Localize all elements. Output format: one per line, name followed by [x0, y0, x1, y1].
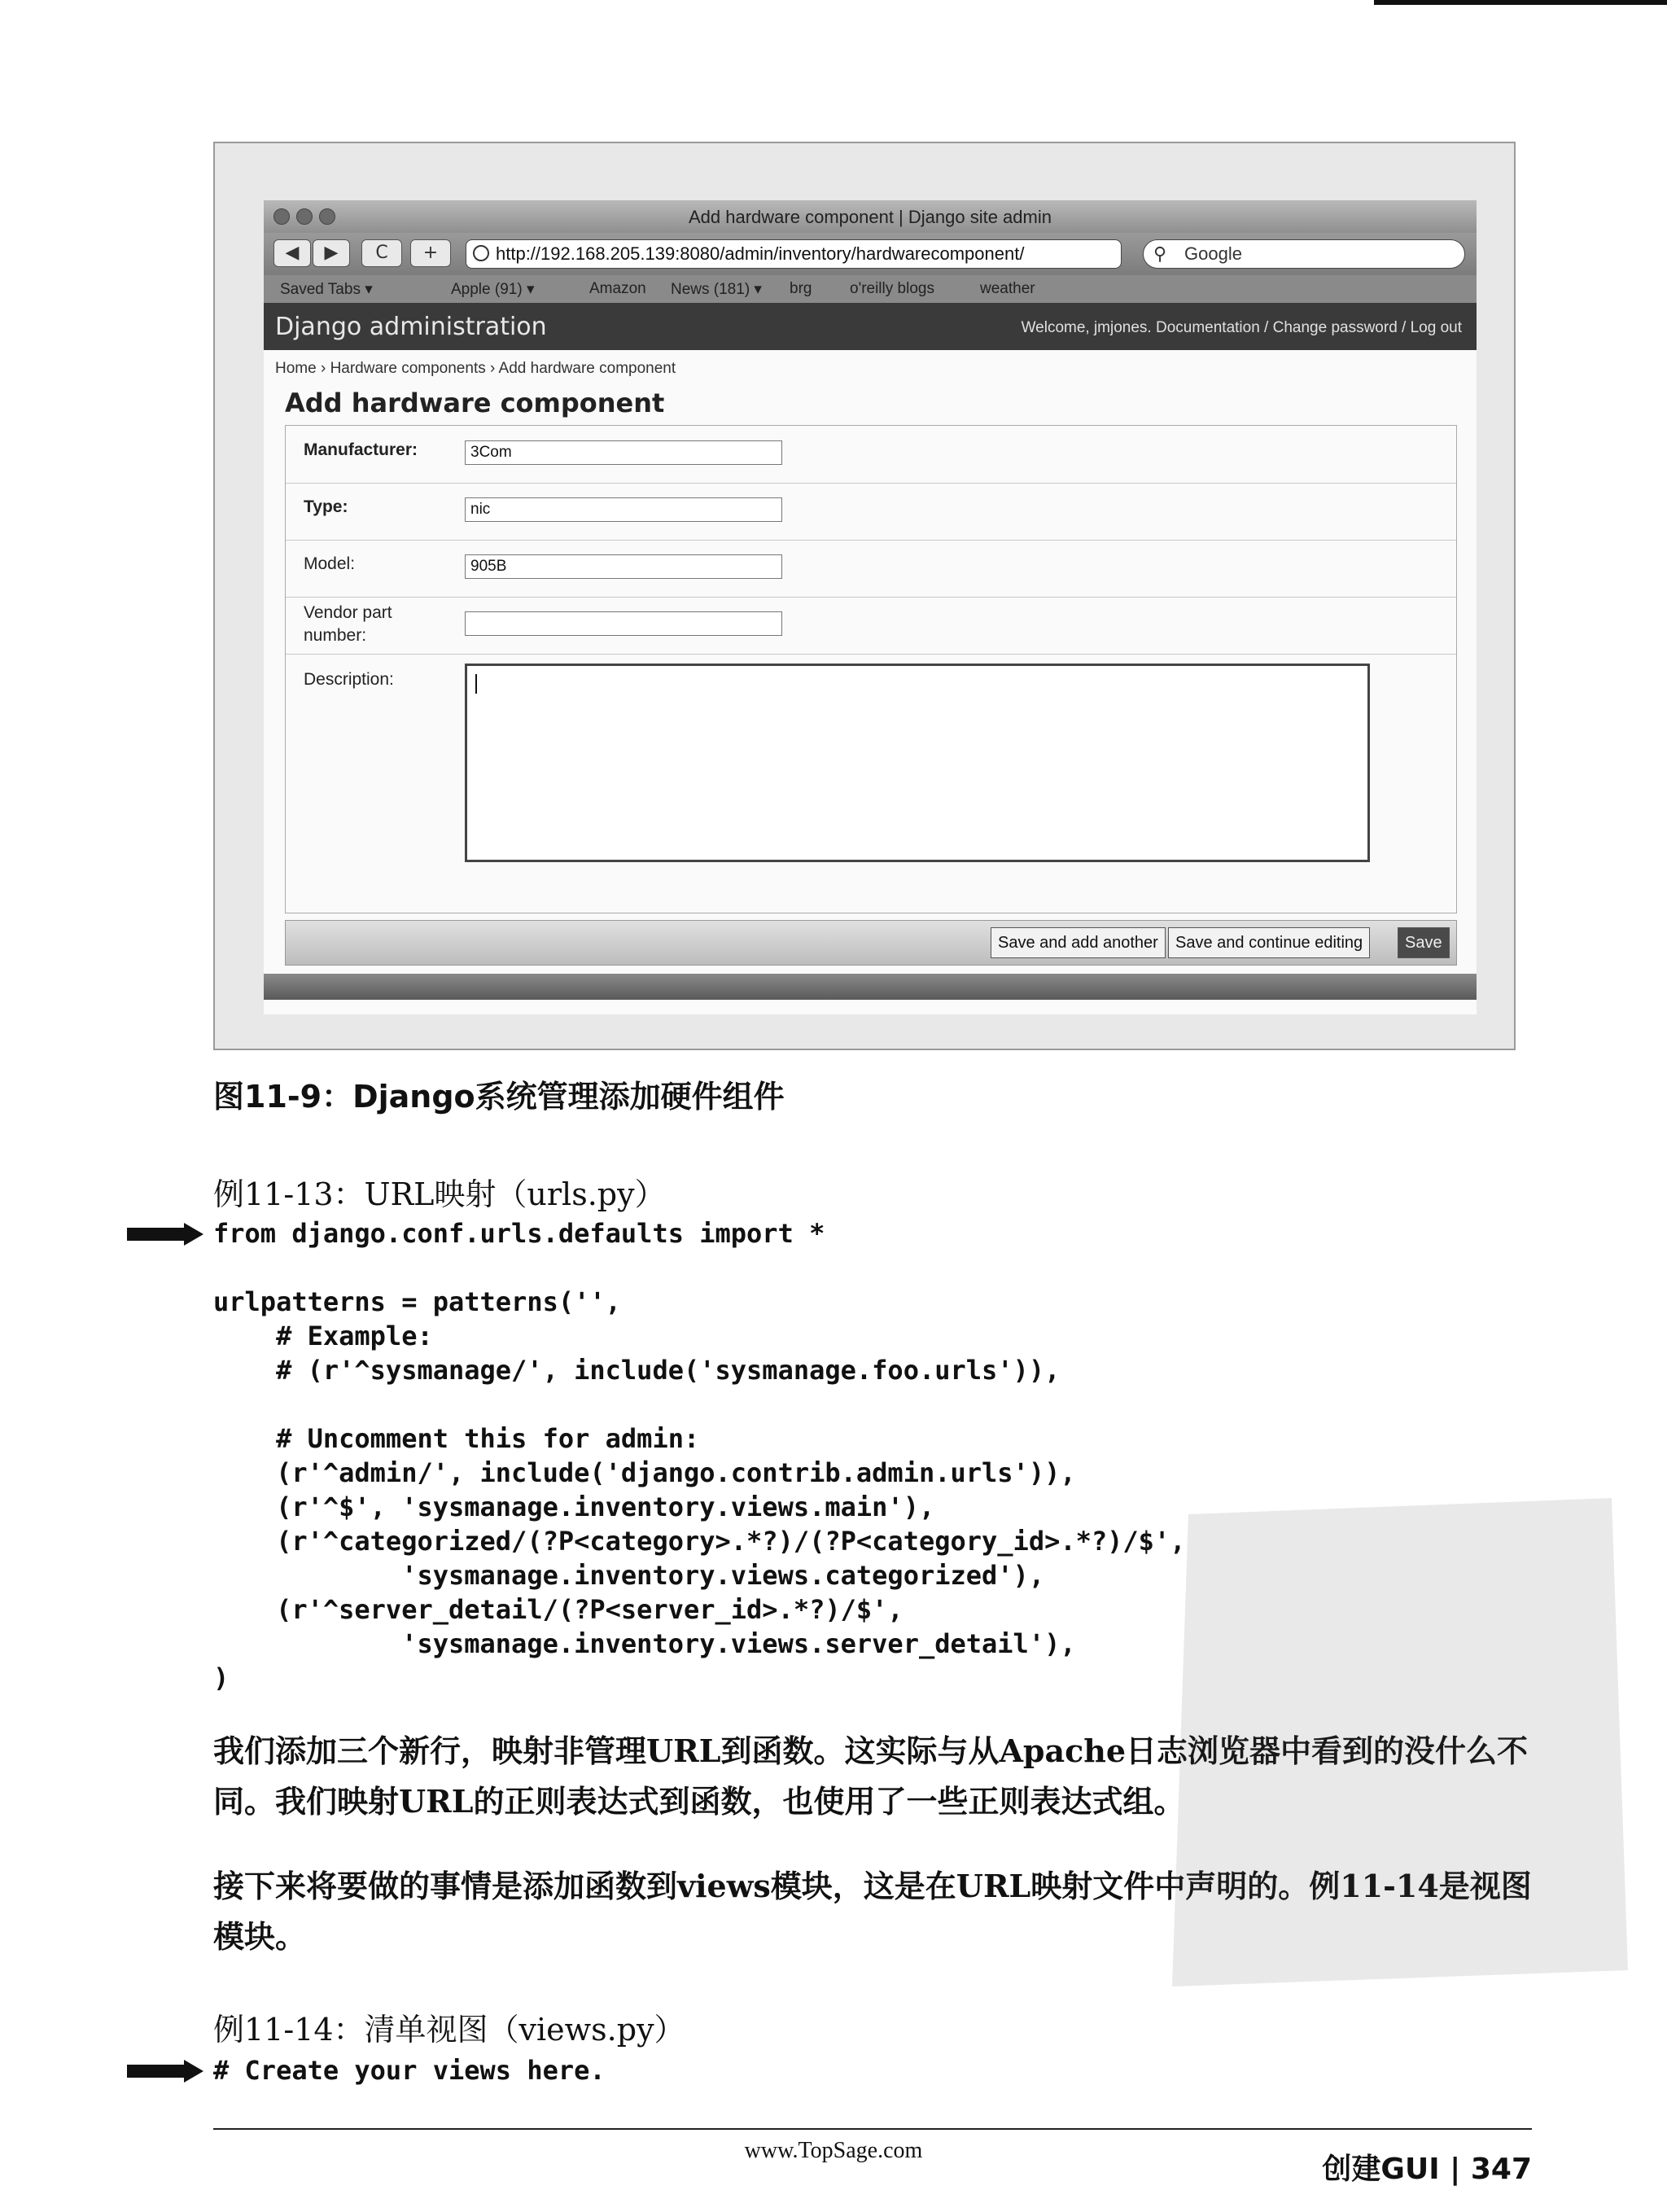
figure-screenshot [213, 142, 1516, 1050]
browser-window [264, 200, 1477, 1014]
example-11-14-heading: 例11-14：清单视图（views.py） [213, 2012, 685, 2048]
address-bar-url: http://192.168.205.139:8080/admin/inventory/hardwarecomponent/ [496, 243, 1025, 264]
vendor-part-label [304, 602, 392, 647]
user-tools[interactable]: Welcome, jmjones. Documentation / Change password / Log out [1021, 319, 1462, 336]
text-caret [475, 674, 477, 694]
code-block-views: # Create your views here. [213, 2055, 606, 2086]
form-fieldset [285, 425, 1457, 913]
bookmark-item[interactable]: o'reilly blogs [850, 280, 934, 297]
example-11-13-heading: 例11-13：URL映射（urls.py） [213, 1176, 666, 1212]
vendor-part-label-line2: number: [304, 626, 367, 645]
description-textarea[interactable] [465, 664, 1370, 862]
type-label: Type: [304, 497, 348, 516]
search-placeholder: Google [1184, 243, 1242, 264]
vendor-part-field[interactable] [465, 611, 782, 636]
bookmark-item[interactable]: Apple (91) ▾ [451, 281, 535, 298]
paragraph-2: 接下来将要做的事情是添加函数到views模块，这是在URL映射文件中声明的。例11-14是视图模块。 [213, 1868, 1532, 1955]
save-and-add-another-button[interactable]: Save and add another [991, 927, 1166, 958]
manufacturer-label: Manufacturer: [304, 440, 418, 459]
paragraph-1: 我们添加三个新行，映射非管理URL到函数。这实际与从Apache日志浏览器中看到的没什么不同。我们映射URL的正则表达式到函数，也使用了一些正则表达式组。 [213, 1732, 1529, 1820]
form-row-type [286, 483, 1456, 541]
page-label [1322, 2146, 1532, 2188]
footer-url: www.TopSage.com [744, 2138, 923, 2163]
section-name: 创建GUI [1322, 2153, 1440, 2186]
figure-caption: 图11-9：Django系统管理添加硬件组件 [213, 1079, 785, 1115]
page-number: 347 [1470, 2153, 1532, 2186]
search-icon: ⚲ [1153, 243, 1167, 264]
address-bar[interactable] [466, 239, 1122, 269]
add-bookmark-button[interactable]: + [410, 239, 451, 267]
save-button[interactable]: Save [1398, 927, 1450, 958]
forward-button[interactable]: ▶ [313, 239, 350, 267]
breadcrumb[interactable]: Home › Hardware components › Add hardware component [275, 360, 676, 377]
globe-icon [473, 245, 489, 261]
form-row-model [286, 540, 1456, 598]
form-row-manufacturer [286, 426, 1456, 484]
window-title: Add hardware component | Django site admin [689, 207, 1052, 227]
model-label: Model: [304, 554, 356, 573]
page-separator: | [1450, 2153, 1471, 2186]
watermark-seal [1123, 1449, 1660, 2019]
bookmark-item[interactable]: brg [790, 280, 812, 297]
back-button[interactable]: ◀ [273, 239, 311, 267]
search-input[interactable] [1143, 239, 1465, 269]
submit-row [285, 920, 1457, 966]
form-row-vendor-part [286, 597, 1456, 655]
bookmark-item[interactable]: Saved Tabs ▾ [280, 281, 373, 298]
description-label: Description: [304, 670, 394, 689]
footer-rule [213, 2128, 1532, 2130]
manufacturer-field[interactable]: 3Com [465, 440, 782, 465]
save-and-continue-button[interactable]: Save and continue editing [1168, 927, 1370, 958]
window-titlebar [264, 200, 1477, 233]
model-field[interactable]: 905B [465, 554, 782, 579]
arrow-marker-icon [127, 1223, 208, 1246]
reload-button[interactable]: C [361, 239, 402, 267]
bookmark-item[interactable]: Amazon [589, 280, 646, 297]
admin-title: Django administration [275, 313, 547, 341]
window-bottom-bar [264, 974, 1477, 1000]
arrow-marker-icon [127, 2060, 208, 2083]
type-field[interactable]: nic [465, 497, 782, 522]
code-block-urls: from django.conf.urls.defaults import * urlpatterns = patterns('', # Example: # (r'^sysmanage/', include('sysmanage.foo.urls')), # Uncomment this for admin: (r'^admin/', include('django.contrib.admin.urls')), (r'^$', 'sysmanage.inventory.views.main'), (r'^categorized/(?P<category>.*?)/(?P<category_id>.*?)/$', 'sysmanage.inventory.views.categorized'), (r'^server_detail/(?P<server_id>.*?)/$', 'sysmanage.inventory.views.server_detail'), ) [213, 1218, 1186, 1693]
admin-header [264, 303, 1477, 350]
bookmark-item[interactable]: weather [980, 280, 1035, 297]
bookmarks-bar [264, 275, 1477, 303]
vendor-part-label-line1: Vendor part [304, 603, 392, 622]
form-title: Add hardware component [285, 388, 665, 418]
page-top-rule [1374, 0, 1667, 5]
bookmark-item[interactable]: News (181) ▾ [671, 281, 762, 298]
browser-toolbar [264, 233, 1477, 275]
